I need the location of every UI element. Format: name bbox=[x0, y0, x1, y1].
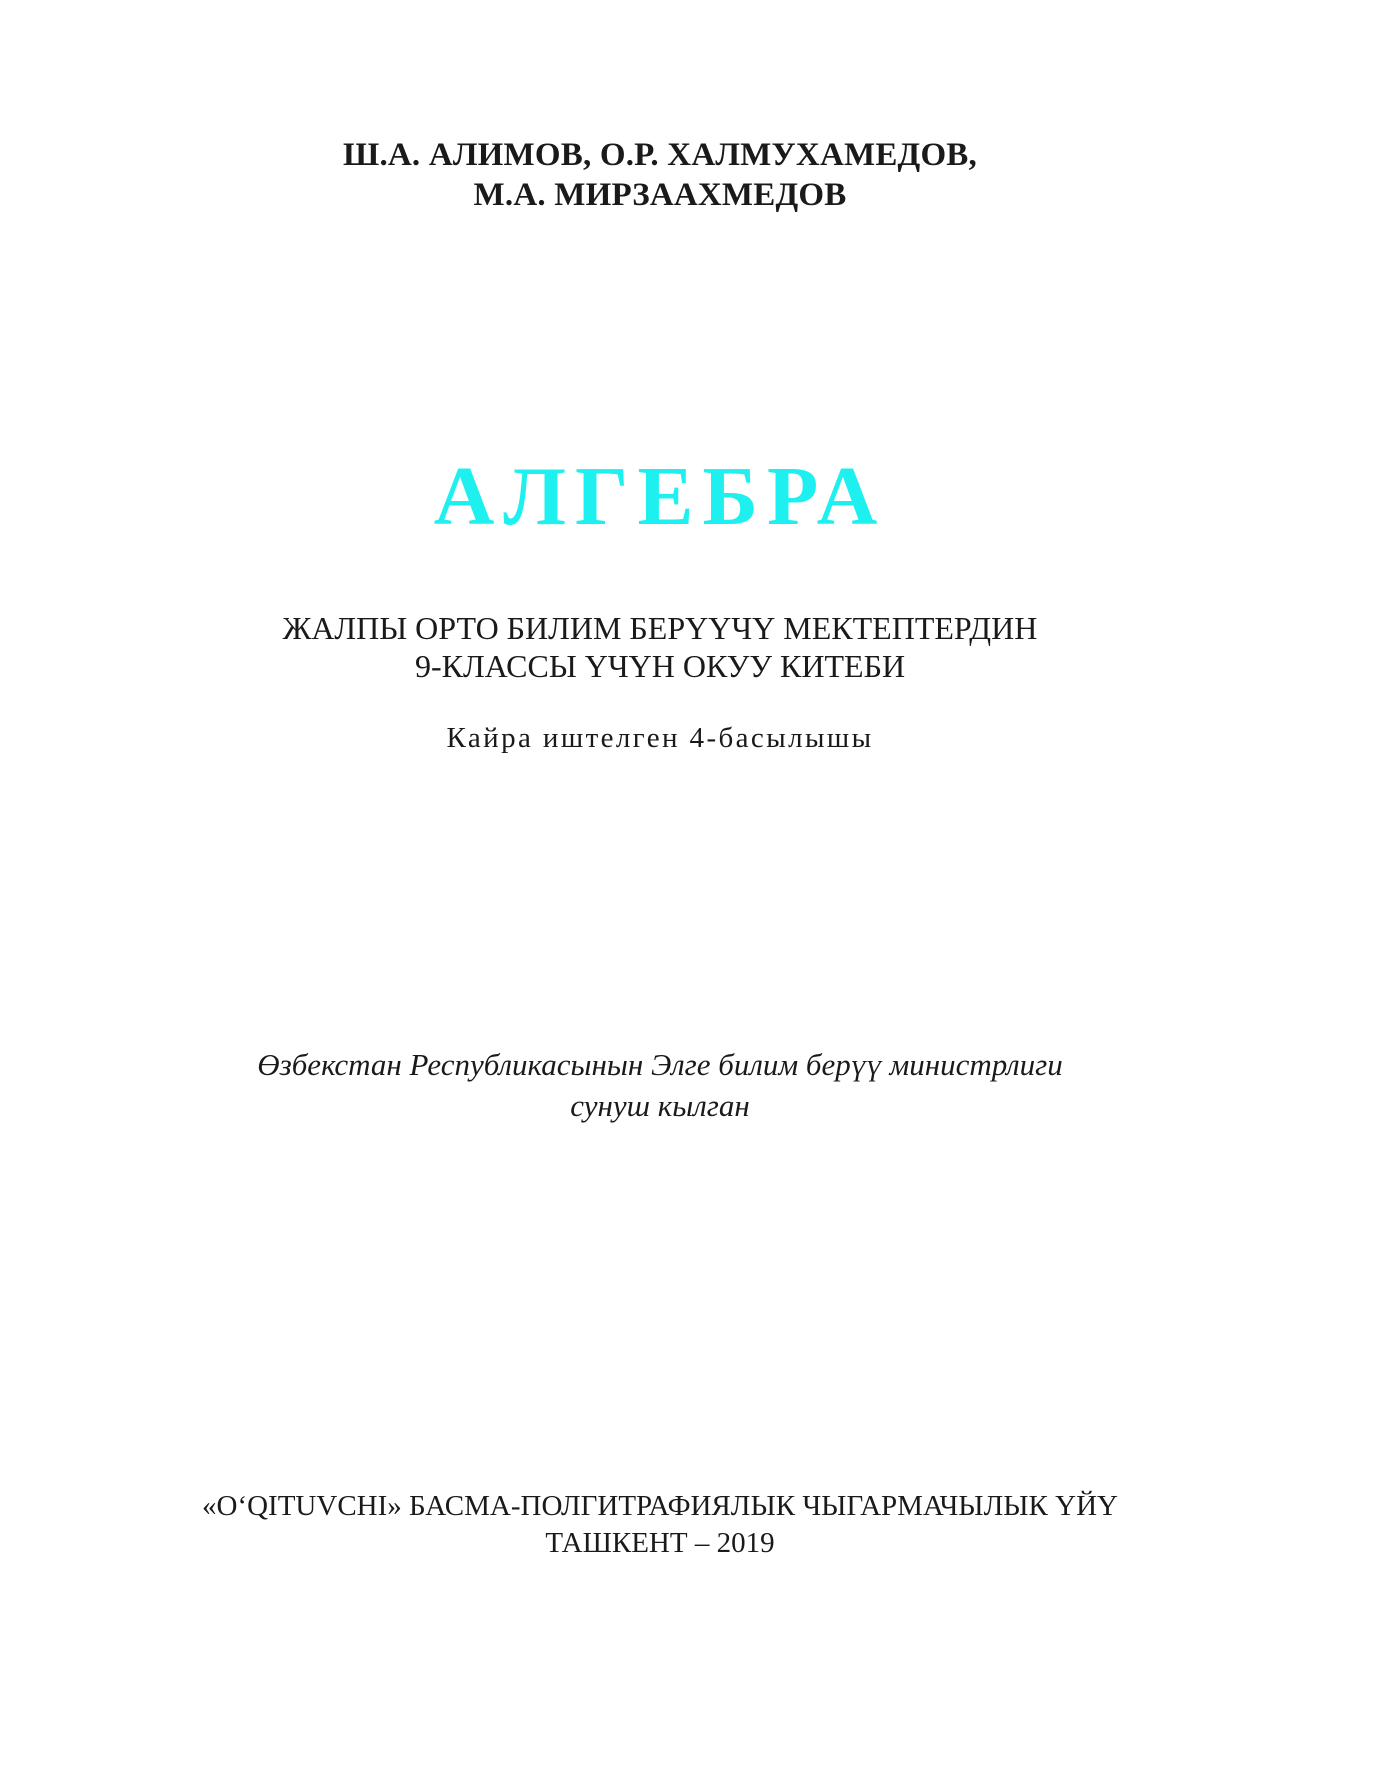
subtitle-line-2: 9-КЛАССЫ ҮЧҮН ОКУУ КИТЕБИ bbox=[414, 648, 906, 684]
book-title: АЛГЕБРА bbox=[433, 450, 887, 543]
publisher-city-year: ТАШКЕНТ – 2019 bbox=[545, 1527, 775, 1559]
approval-line-1: Өзбекстан Республикасынын Элге билим берүү министрлиги bbox=[257, 1047, 1063, 1082]
publisher-name: «O‘QITUVCHI» БАСМА-ПОЛГИТРАФИЯЛЫК ЧЫГАРМАЧЫЛЫК ҮЙҮ bbox=[202, 1490, 1118, 1522]
edition-note: Кайра иштелген 4-басылышы bbox=[446, 722, 874, 754]
approval-line-2: сунуш кылган bbox=[570, 1088, 750, 1123]
authors-line-2: М.А. МИРЗААХМЕДОВ bbox=[473, 177, 847, 213]
subtitle-line-1: ЖАЛПЫ ОРТО БИЛИМ БЕРҮҮЧҮ МЕКТЕПТЕРДИН bbox=[282, 610, 1038, 646]
authors-line-1: Ш.А. АЛИМОВ, О.Р. ХАЛМУХАМЕДОВ, bbox=[343, 137, 977, 173]
